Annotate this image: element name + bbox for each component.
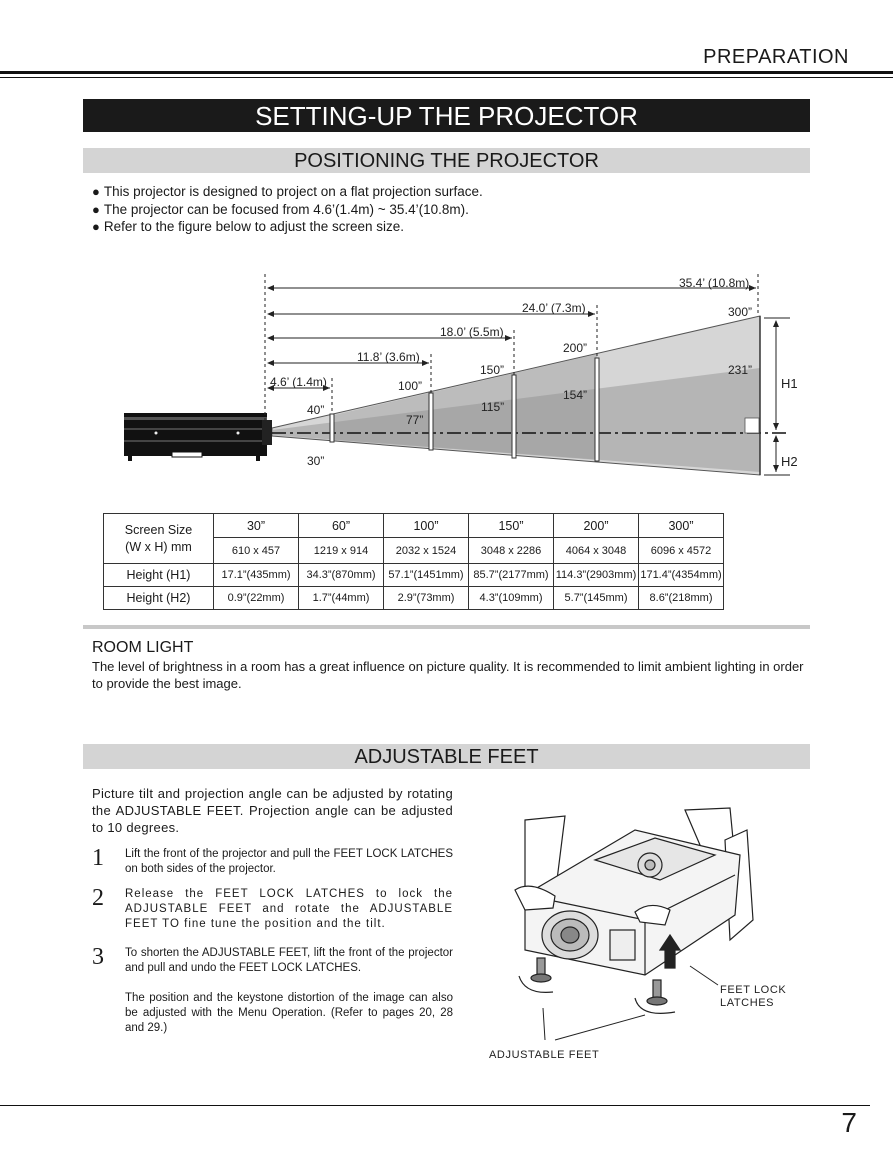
screen-size-label: 300” xyxy=(728,305,753,319)
size-cell: 100” xyxy=(384,514,469,538)
dimension-cell: 4064 x 3048 xyxy=(554,538,639,564)
step-number: 2 xyxy=(92,885,104,911)
page-title: SETTING-UP THE PROJECTOR xyxy=(83,99,810,132)
section-label: PREPARATION xyxy=(703,46,849,68)
row-header: Screen Size (W x H) mm xyxy=(104,514,214,564)
distance-label: 18.0’ (5.5m) xyxy=(440,325,504,339)
positioning-heading: POSITIONING THE PROJECTOR xyxy=(83,148,810,173)
h1-cell: 85.7”(2177mm) xyxy=(469,564,554,587)
row-header: Height (H2) xyxy=(104,587,214,610)
h1-cell: 17.1”(435mm) xyxy=(214,564,299,587)
h2-cell: 8.6”(218mm) xyxy=(639,587,724,610)
h1-cell: 171.4”(4354mm) xyxy=(639,564,724,587)
h2-cell: 0.9”(22mm) xyxy=(214,587,299,610)
screen-size-label: 154” xyxy=(563,388,588,402)
size-cell: 30” xyxy=(214,514,299,538)
h1-cell: 34.3”(870mm) xyxy=(299,564,384,587)
bullet-item: ● This projector is designed to project on a flat projection surface. xyxy=(92,183,483,201)
screen-size-label: 115” xyxy=(481,400,505,414)
section-divider xyxy=(83,625,810,629)
h2-label: H2 xyxy=(781,454,798,469)
dimension-cell: 1219 x 914 xyxy=(299,538,384,564)
room-light-text: The level of brightness in a room has a great influence on picture quality. It is recommended to limit ambient lighting in order to provide the best image. xyxy=(92,659,804,691)
bullet-item: ● Refer to the figure below to adjust the screen size. xyxy=(92,218,483,236)
h1-cell: 114.3”(2903mm) xyxy=(554,564,639,587)
screen-marker xyxy=(330,414,334,442)
feet-lock-label: FEET LOCK xyxy=(720,984,787,996)
size-cell: 60” xyxy=(299,514,384,538)
screen-marker xyxy=(429,393,433,450)
header-rule xyxy=(0,71,893,74)
h1-cell: 57.1”(1451mm) xyxy=(384,564,469,587)
feet-intro: Picture tilt and projection angle can be adjusted by rotating the ADJUSTABLE FEET. Projection angle can be adjusted to 10 degrees. xyxy=(92,786,453,835)
projector-illustration xyxy=(515,808,753,1013)
step-number: 1 xyxy=(92,845,104,871)
distance-label: 11.8’ (3.6m) xyxy=(357,350,420,364)
projector-icon xyxy=(124,413,272,461)
adjustable-feet-label: ADJUSTABLE FEET xyxy=(489,1049,600,1061)
screen-size-label: 231” xyxy=(728,363,753,377)
h2-cell: 4.3”(109mm) xyxy=(469,587,554,610)
h2-cell: 2.9”(73mm) xyxy=(384,587,469,610)
h2-cell: 1.7”(44mm) xyxy=(299,587,384,610)
screen-size-table xyxy=(103,513,724,610)
room-light-heading: ROOM LIGHT xyxy=(92,639,194,656)
distance-label: 4.6’ (1.4m) xyxy=(270,375,327,389)
screen-marker xyxy=(595,358,599,461)
row-header: Height (H1) xyxy=(104,564,214,587)
step-text: Release the FEET LOCK LATCHES to lock the ADJUSTABLE FEET and rotate the ADJUSTABLE FEET TO fine tune the position and the tilt. xyxy=(125,888,453,930)
positioning-bullets xyxy=(92,183,483,236)
header-rule-thin xyxy=(0,77,893,78)
step-text: Lift the front of the projector and pull the FEET LOCK LATCHES on both sides of the projector. xyxy=(125,848,453,875)
dimension-cell: 3048 x 2286 xyxy=(469,538,554,564)
adjustable-feet-illustration xyxy=(485,800,805,1068)
page-number: 7 xyxy=(841,1107,857,1138)
feet-heading: ADJUSTABLE FEET xyxy=(83,744,810,769)
distance-label: 35.4’ (10.8m) xyxy=(679,276,750,290)
screen-marker xyxy=(512,375,516,458)
screen-size-label: 77” xyxy=(406,413,424,427)
dimension-cell: 2032 x 1524 xyxy=(384,538,469,564)
size-cell: 150” xyxy=(469,514,554,538)
dimension-cell: 610 x 457 xyxy=(214,538,299,564)
bullet-item: ● The projector can be focused from 4.6’(1.4m) ~ 35.4’(10.8m). xyxy=(92,201,483,219)
size-cell: 300” xyxy=(639,514,724,538)
step-text: To shorten the ADJUSTABLE FEET, lift the front of the projector and pull and undo the FEET LOCK LATCHES. xyxy=(125,947,453,974)
screen-size-label: 40” xyxy=(307,403,325,417)
screen-size-label: 30” xyxy=(307,454,325,468)
feet-lock-label: LATCHES xyxy=(720,997,775,1009)
size-cell: 200” xyxy=(554,514,639,538)
h2-cell: 5.7”(145mm) xyxy=(554,587,639,610)
screen-size-label: 200” xyxy=(563,341,588,355)
note-text: The position and the keystone distortion of the image can also be adjusted with the Menu Operation. (Refer to pages 20, 28 and 29.) xyxy=(125,992,453,1034)
step-number: 3 xyxy=(92,944,104,970)
projection-distance-diagram xyxy=(0,250,893,480)
h1-label: H1 xyxy=(781,376,798,391)
distance-label: 24.0’ (7.3m) xyxy=(522,301,586,315)
screen-size-label: 100” xyxy=(398,379,423,393)
screen-size-label: 150” xyxy=(480,363,505,377)
dimension-cell: 6096 x 4572 xyxy=(639,538,724,564)
footer-rule xyxy=(0,1105,870,1106)
